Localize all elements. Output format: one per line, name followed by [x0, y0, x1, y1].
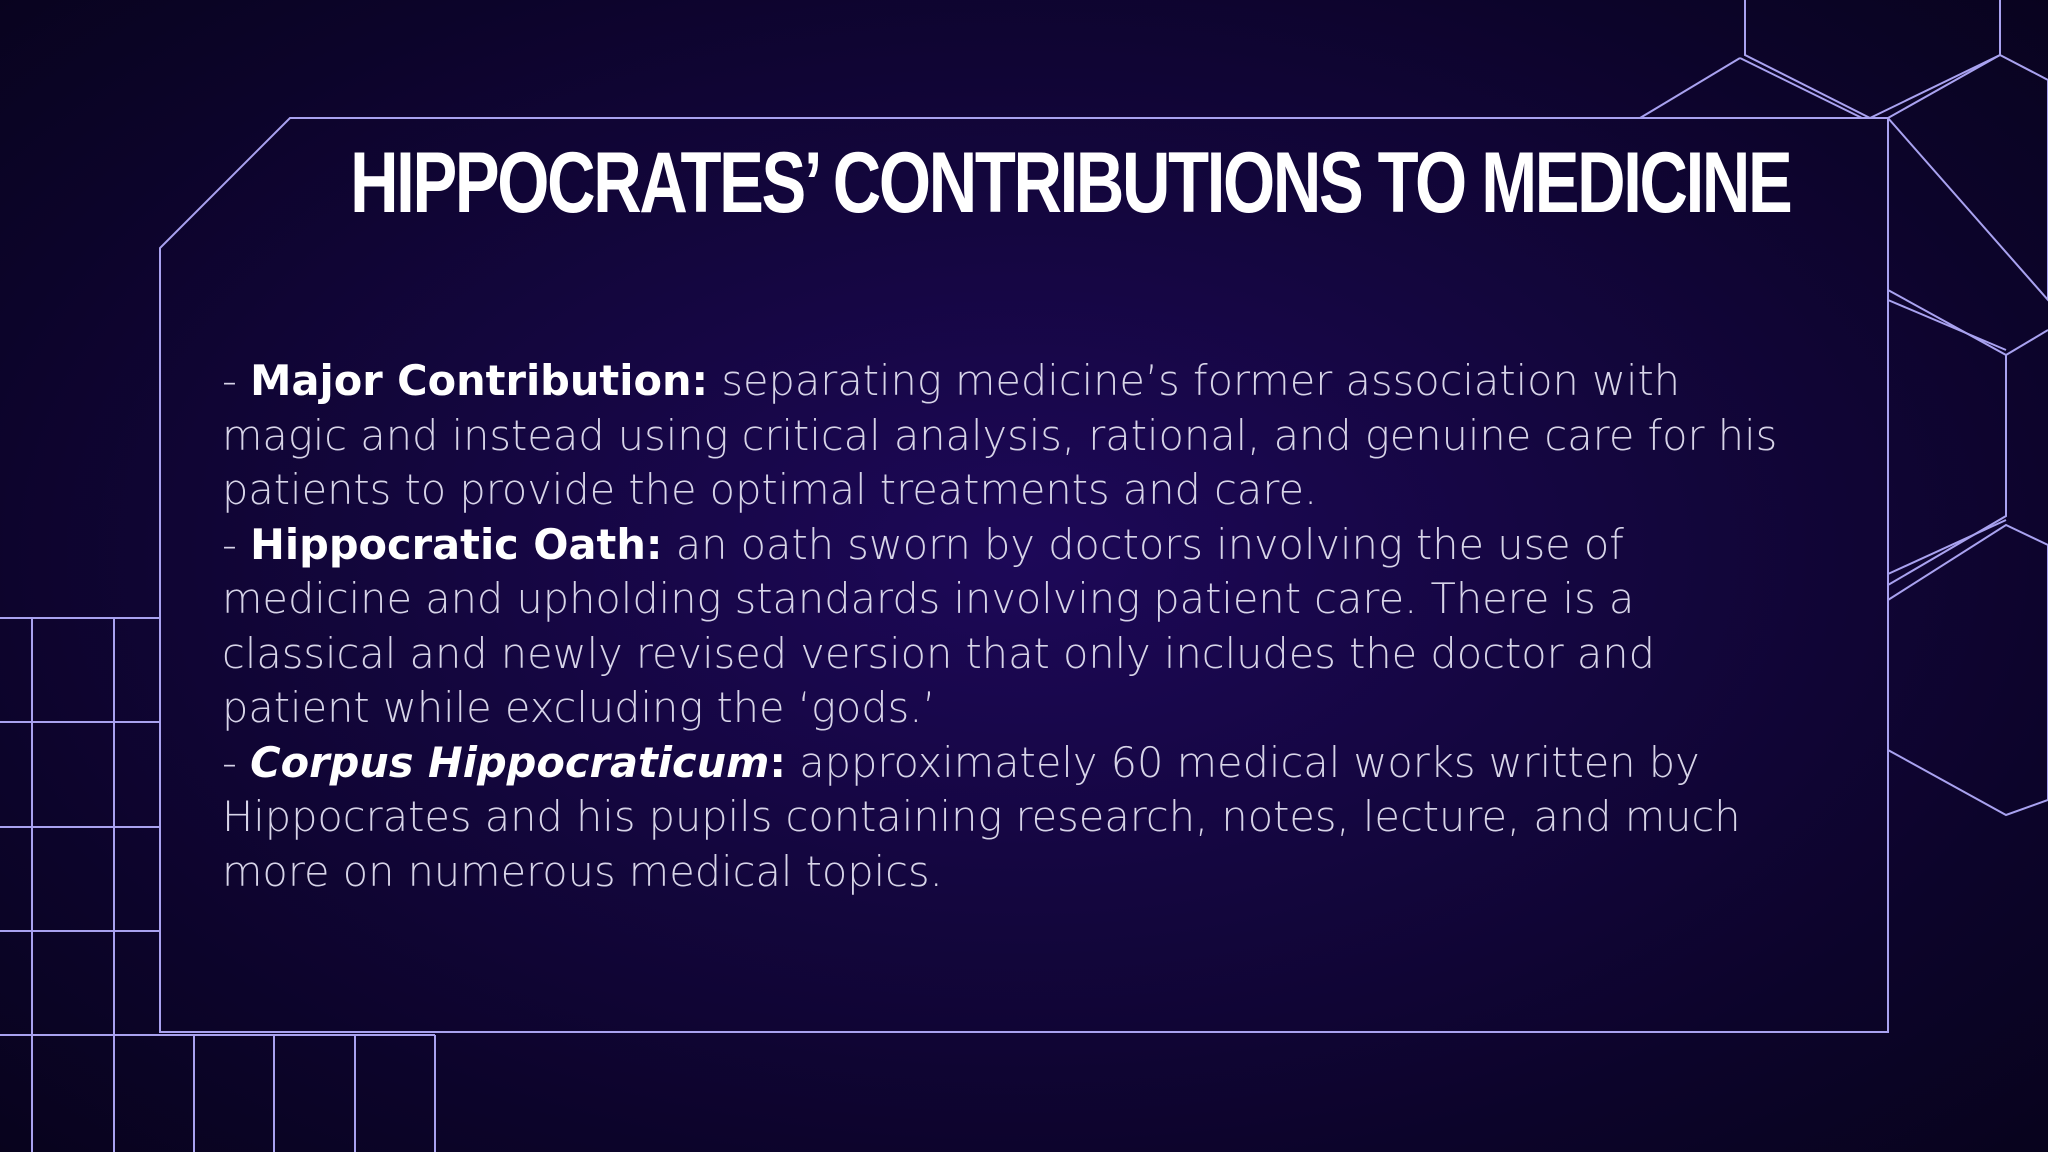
- bullet-prefix: -: [222, 356, 251, 405]
- bullet-text: approximately 60 medical works written by Hippocrates and his pupils containing research, notes, lecture, and much more on numerous medical topics.: [222, 737, 1741, 896]
- bullet-prefix: -: [222, 737, 251, 787]
- bullet-prefix: -: [222, 519, 251, 569]
- bullet-corpus-hippocraticum: [222, 736, 1782, 900]
- bullet-label: Major Contribution:: [250, 356, 709, 405]
- bullet-text: an oath sworn by doctors involving the use of medicine and upholding standards involving patient care. There is a classical and newly revised version that only includes the doctor and patient while excluding the ‘gods.’: [222, 519, 1655, 732]
- bullet-label-suffix: :: [769, 737, 787, 787]
- bullet-text: separating medicine’s former association with magic and instead using critical analysis, rational, and genuine care for his patients to provide the optimal treatments and care.: [222, 356, 1778, 514]
- bullet-label: Hippocratic Oath:: [250, 519, 663, 569]
- bullet-major-contribution: [222, 354, 1782, 518]
- bullet-list: [222, 354, 1782, 899]
- slide-title: HIPPOCRATES’ CONTRIBUTIONS TO MEDICINE: [350, 135, 1791, 231]
- bullet-hippocratic-oath: [222, 518, 1782, 736]
- bullet-label: Corpus Hippocraticum: [250, 737, 770, 787]
